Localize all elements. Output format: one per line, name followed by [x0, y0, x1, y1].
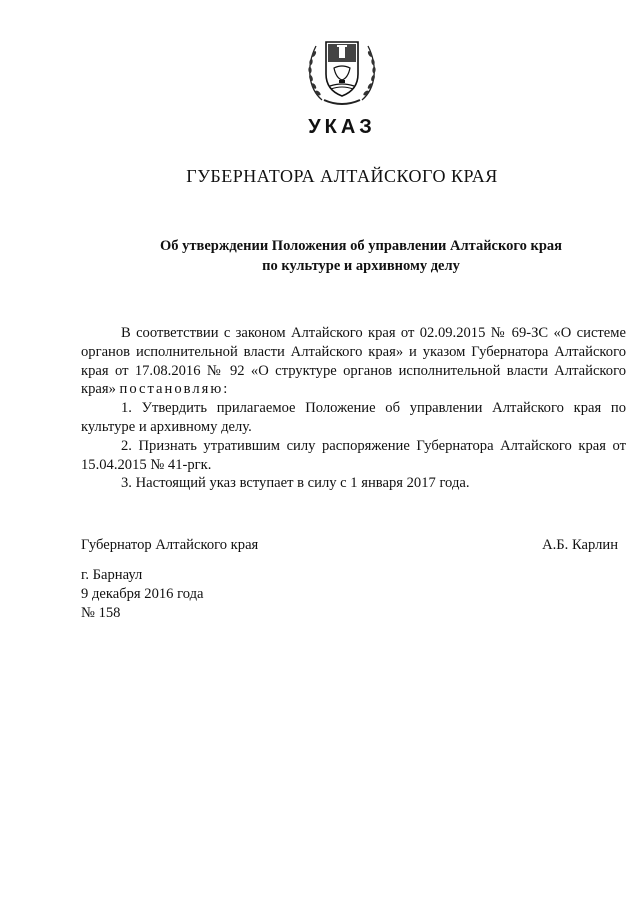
signatory-position: Губернатор Алтайского края [81, 537, 259, 553]
signature-row [81, 537, 618, 554]
document-type: УКАЗ [308, 116, 376, 138]
issue-date: 9 декабря 2016 года [81, 585, 204, 602]
preamble-text: В соответствии с законом Алтайского края от 02.09.2015 № 69-ЗС «О системе органов исполнительной власти Алтайского края» и указом Губернатора Алтайского края от 17.08.2016 № 92 «О структуре органов исполнительной власти Алтайского края» [81, 325, 626, 398]
decree-item: 2. Признать утратившим силу распоряжение Губернатора Алтайского края от 15.04.2015 № 41-ргк. [81, 437, 626, 473]
decree-title-line: Об утверждении Положения об управлении Алтайского края [159, 238, 563, 254]
decree-body [81, 324, 626, 493]
decree-word: постановляю: [119, 381, 230, 398]
issuer-heading: ГУБЕРНАТОРА АЛТАЙСКОГО КРАЯ [186, 166, 498, 186]
decree-item: 1. Утвердить прилагаемое Положение об управлении Алтайского края по культуре и архивному делу. [81, 400, 626, 435]
issue-details [81, 566, 204, 622]
decree-title-line: по культуре и архивному делу [262, 258, 460, 274]
signatory-name: А.Б. Карлин [542, 537, 618, 553]
decree-item: 3. Настоящий указ вступает в силу с 1 января 2017 года. [121, 475, 470, 492]
altai-krai-coat-of-arms-icon [300, 28, 384, 112]
decree-number: № 158 [81, 604, 121, 621]
preamble-paragraph [81, 324, 626, 399]
decree-title [80, 236, 640, 276]
issue-place: г. Барнаул [81, 567, 143, 583]
